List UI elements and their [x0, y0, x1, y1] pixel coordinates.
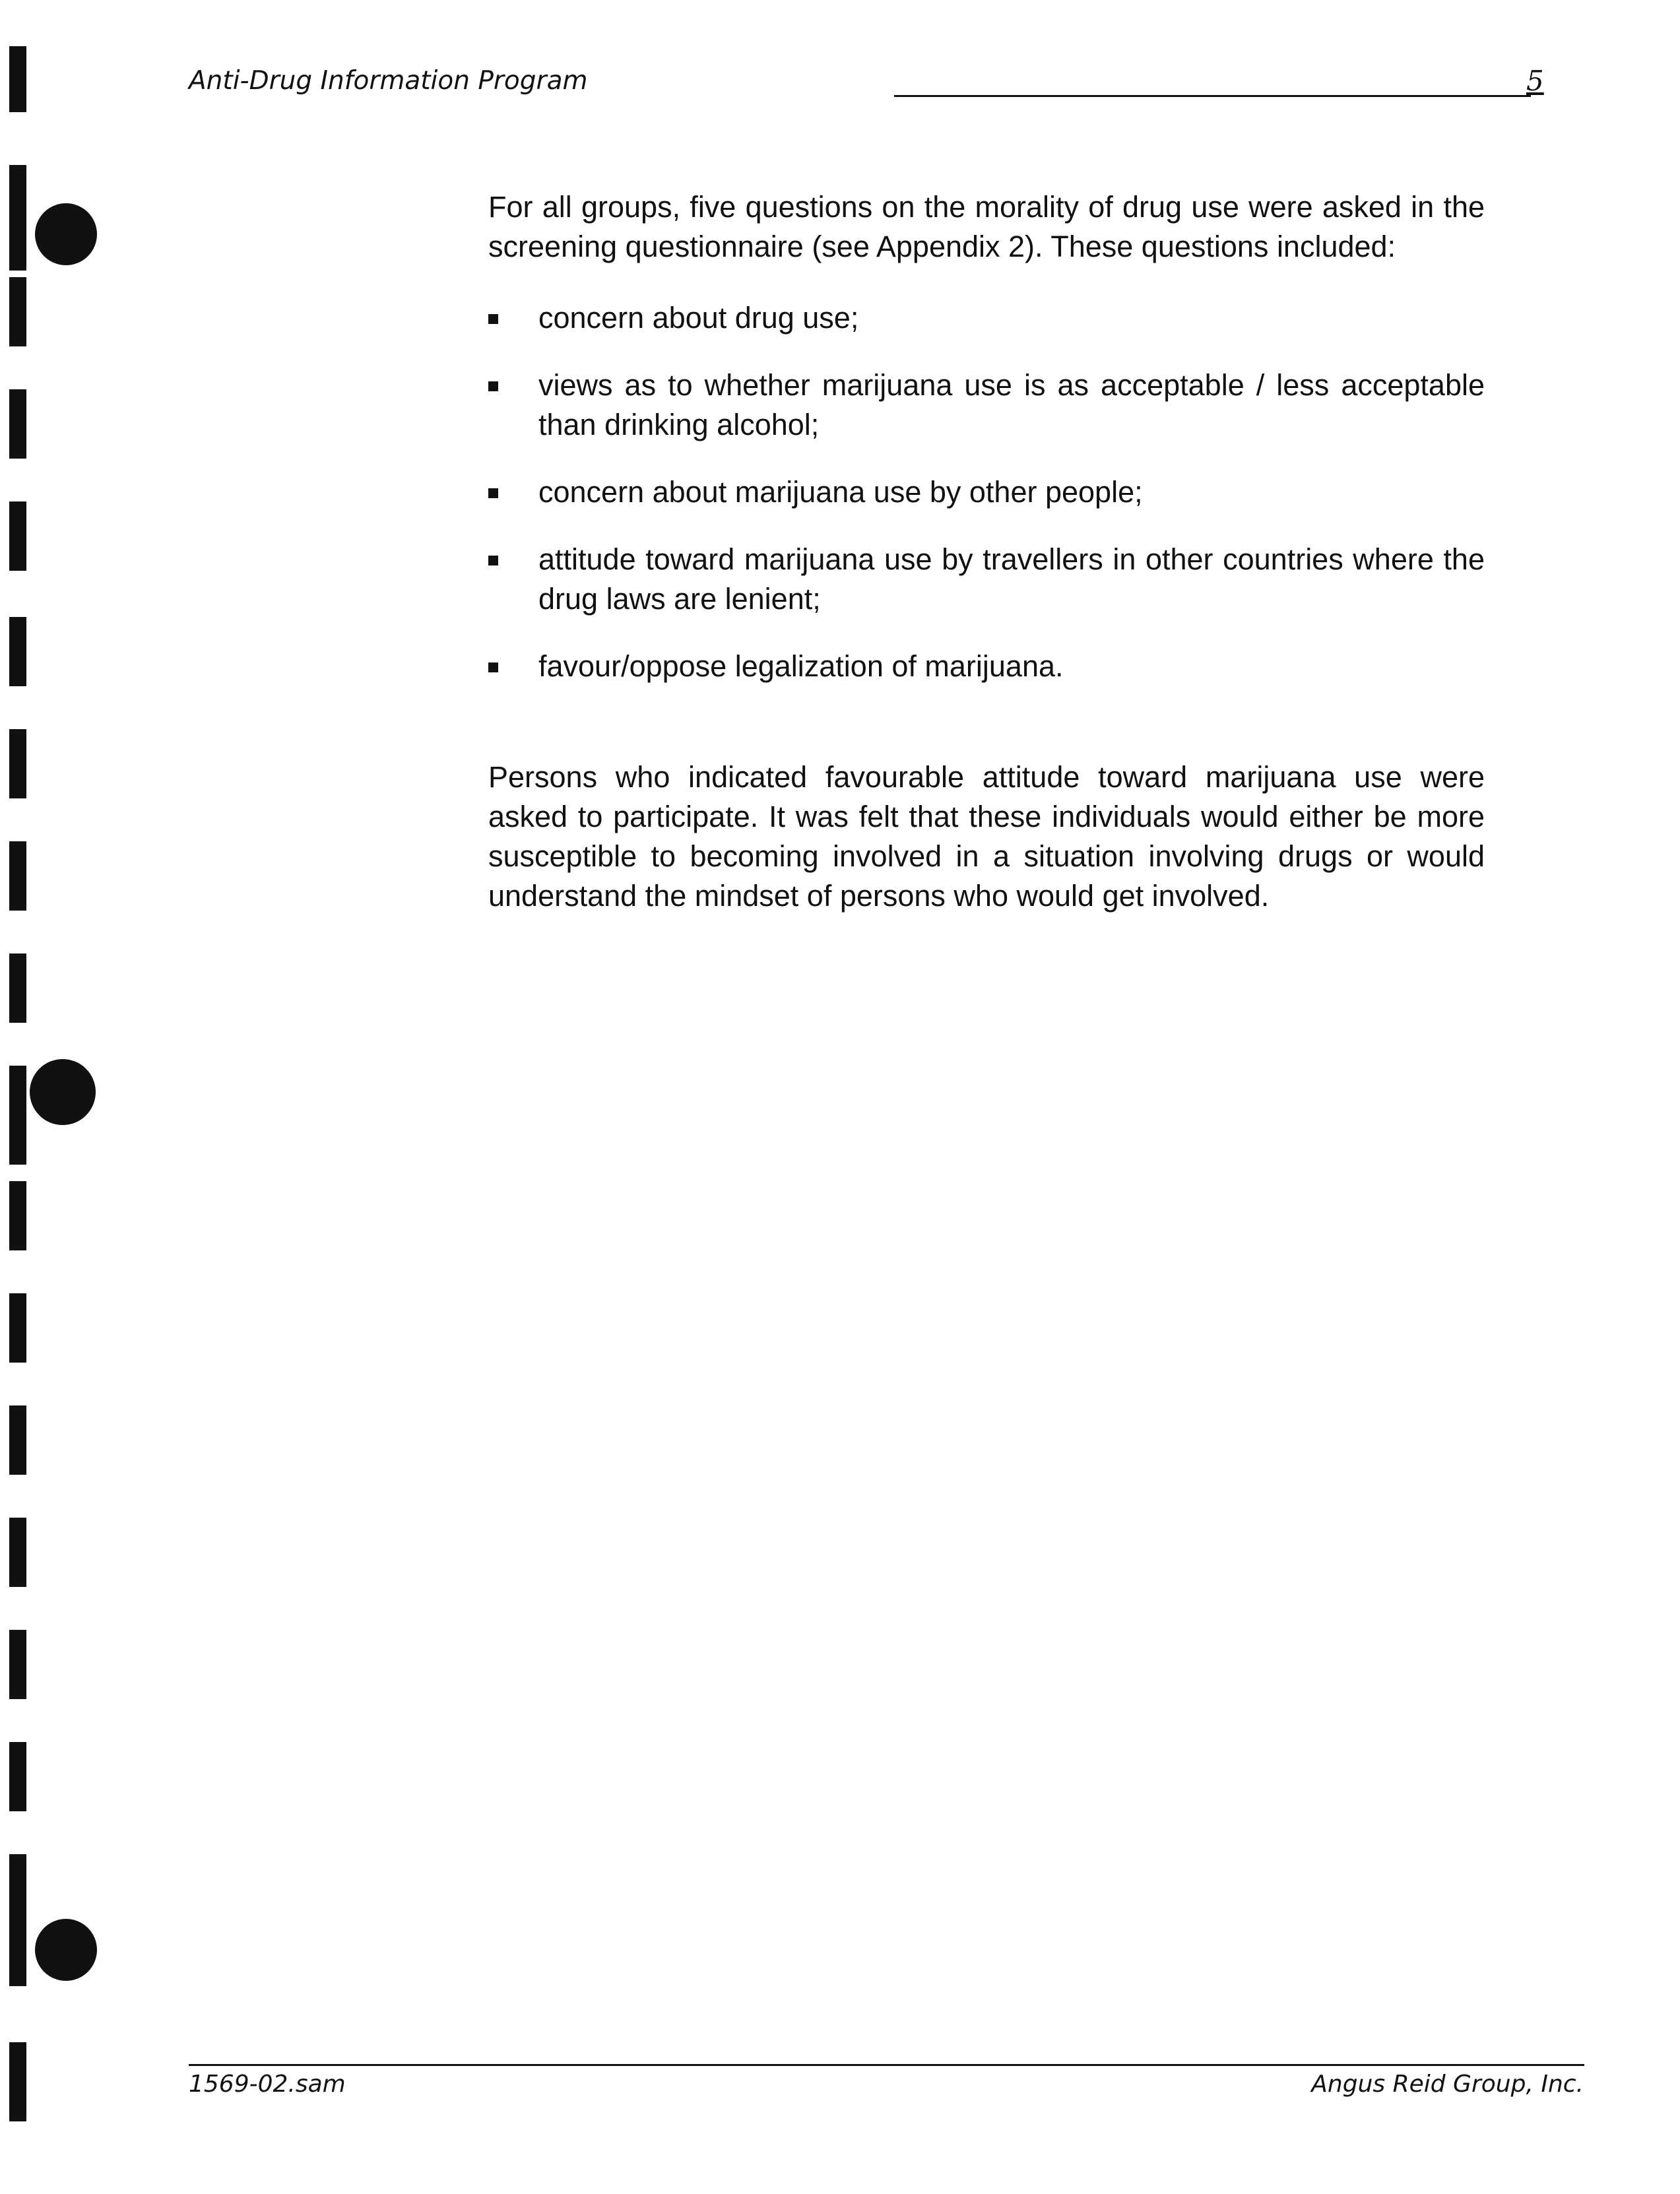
- bullet-item: [488, 647, 1485, 686]
- header-rule: [894, 95, 1531, 97]
- binder-marks-graphic: [0, 0, 106, 2194]
- page-number: 5: [1526, 65, 1544, 97]
- square-bullet-icon: [488, 381, 498, 391]
- square-bullet-icon: [488, 488, 498, 498]
- square-bullet-icon: [488, 556, 498, 565]
- footer-file-name: 1569-02.sam: [189, 2071, 346, 2098]
- bullet-item: [488, 366, 1485, 445]
- bullet-text: concern about marijuana use by other people;: [538, 475, 1143, 509]
- bullet-text: concern about drug use;: [538, 301, 859, 335]
- square-bullet-icon: [488, 662, 498, 672]
- bullet-text: attitude toward marijuana use by travellers in other countries where the drug laws are lenient;: [538, 542, 1485, 616]
- bullet-item: [488, 298, 1485, 338]
- bullet-text: favour/oppose legalization of marijuana.: [538, 649, 1064, 683]
- binder-punch-marks: [0, 0, 106, 2194]
- questions-bullet-list: [488, 298, 1485, 714]
- bullet-item: [488, 540, 1485, 619]
- running-header-title: Anti-Drug Information Program: [189, 66, 588, 96]
- bullet-item: [488, 472, 1485, 512]
- outro-paragraph: Persons who indicated favourable attitude toward marijuana use were asked to participate. It was felt that these individuals would either be more susceptible to becoming involved in a situation involving drugs or would understand the mindset of persons who would get involved.: [488, 760, 1485, 913]
- footer-company: Angus Reid Group, Inc.: [1311, 2071, 1584, 2098]
- square-bullet-icon: [488, 314, 498, 324]
- footer-rule: [189, 2064, 1584, 2066]
- intro-paragraph: For all groups, five questions on the morality of drug use were asked in the screening questionnaire (see Appendix 2). These questions included:: [488, 190, 1485, 263]
- bullet-text: views as to whether marijuana use is as acceptable / less acceptable than drinking alcohol;: [538, 368, 1485, 441]
